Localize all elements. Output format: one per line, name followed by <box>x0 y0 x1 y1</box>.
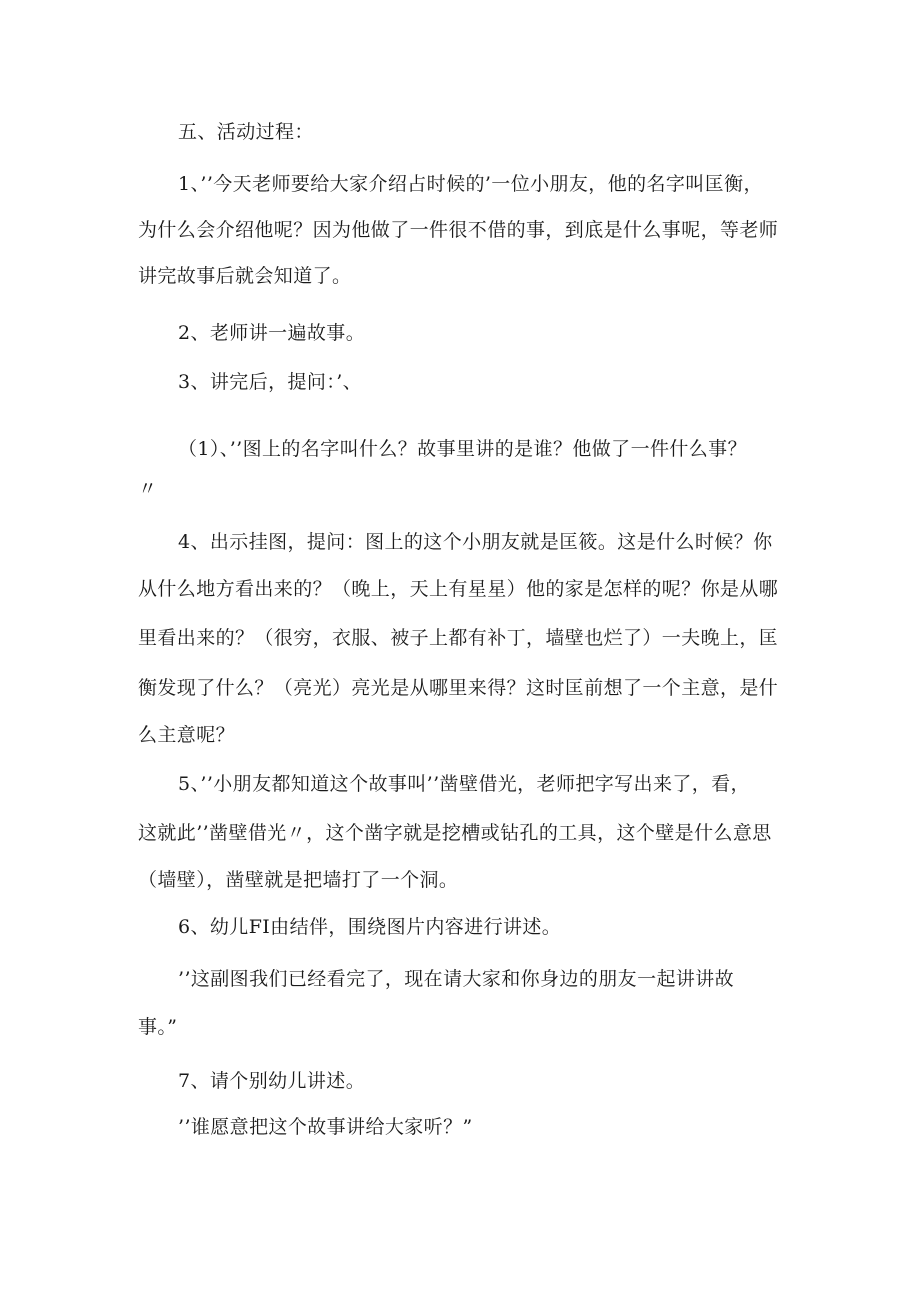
question-1-line-2: 〃 <box>138 478 158 500</box>
paragraph-4-line-3: 里看出来的？（很穷，衣服、被子上都有补丁，墙壁也烂了）一夫晚上，匡 <box>138 627 779 649</box>
paragraph-1-line-2: 为什么会介绍他呢？因为他做了一件很不借的事，到底是什么事呢，等老师 <box>138 219 779 241</box>
paragraph-5-line-3: （墙壁），凿壁就是把墙打了一个洞。 <box>138 869 459 891</box>
paragraph-3: 3、讲完后，提问：’、 <box>178 371 363 393</box>
paragraph-2: 2、老师讲一遍故事。 <box>178 322 366 344</box>
paragraph-4-line-5: 么主意呢？ <box>138 724 236 746</box>
paragraph-6: 6、幼儿FI由结伴，围绕图片内容进行讲述。 <box>178 916 562 938</box>
paragraph-6-quote-line-2: 事。” <box>138 1016 178 1038</box>
paragraph-1-line-1: 1、’’今天老师要给大家介绍占时候的’一位小朋友，他的名字叫匡衡， <box>178 173 763 195</box>
paragraph-7-quote: ’’谁愿意把这个故事讲给大家听？” <box>178 1116 473 1138</box>
paragraph-1-line-3: 讲完故事后就会知道了。 <box>138 265 352 287</box>
paragraph-4-line-2: 从什么地方看出来的？（晚上，天上有星星）他的家是怎样的呢？你是从哪 <box>138 578 779 600</box>
paragraph-6-quote-line-1: ’’这副图我们已经看完了，现在请大家和你身边的朋友一起讲讲故 <box>178 968 735 990</box>
paragraph-5-line-1: 5、’’小朋友都知道这个故事叫’’凿壁借光，老师把字写出来了，看， <box>178 773 750 795</box>
paragraph-4-line-4: 衡发现了什么？（亮光）亮光是从哪里来得？这时匡前想了一个主意，是什 <box>138 677 779 699</box>
section-heading: 五、活动过程： <box>178 121 314 143</box>
paragraph-5-line-2: 这就此’’凿壁借光〃，这个凿字就是挖槽或钻孔的工具，这个壁是什么意思 <box>138 822 772 844</box>
question-1-line-1: （1）、’’图上的名字叫什么？故事里讲的是谁？他做了一件什么事？ <box>178 438 747 460</box>
paragraph-7: 7、请个别幼儿讲述。 <box>178 1070 366 1092</box>
paragraph-4-line-1: 4、出示挂图，提问：图上的这个小朋友就是匡筱。这是什么时候？你 <box>178 531 773 553</box>
